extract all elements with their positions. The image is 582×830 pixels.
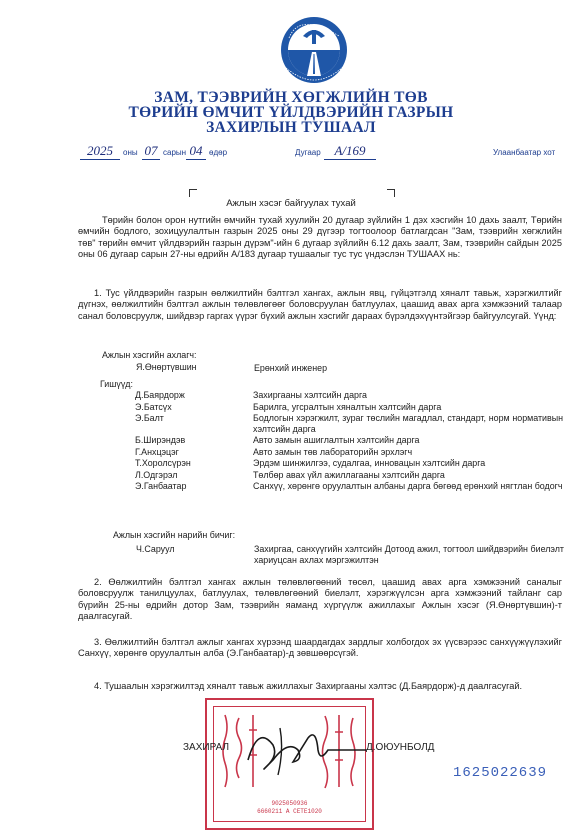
member-role: Барилга, угсралтын хяналтын хэлтсийн дарга [253,401,442,412]
secretary-role: Захиргаа, санхүүгийн хэлтсийн Дотоод ажил, тогтоол шийдвэрийн биелэлт хариуцсан ахлах мэргэжилтэн [254,544,564,565]
member-role: Авто замын ашиглалтын хэлтсийн дарга [253,435,420,445]
leader-name: Я.Өнөртүвшин [136,362,197,372]
order-type-heading: ЗАХИРЛЫН ТУШААЛ [206,119,376,136]
member-role: Санхүү, хөрөнгө оруулалтын албаны дарга бөгөөд ерөнхий нягтлан бодогч [253,481,563,491]
list-item [135,402,565,413]
month-label: сарын [163,148,187,157]
day-label: өдөр [209,148,228,157]
list-item [135,390,565,401]
order-month: 07 [142,143,160,160]
list-item [135,481,565,492]
order-number: А/169 [324,143,376,160]
member-name: Т.Хоролсүрэн [135,458,191,468]
member-name: Э.Балт [135,413,164,423]
member-role: Төлбөр авах үйл ажиллагааны хэлтсийн дарга [253,469,445,480]
order-day: 04 [186,143,206,160]
signatory-title: ЗАХИРАЛ [183,742,230,753]
list-item [135,447,565,458]
clause-4: 4. Тушаалын хэрэгжилтэд хяналт тавьж ажиллахыг Захиргааны хэлтэс (Д.Баярдорж)-д даалгасугай. [94,681,523,691]
intro-paragraph: Төрийн болон орон нутгийн өмчийн тухай хуулийн 20 дугаар зүйлийн 1 дэх хэсгийн 10 дахь заалт, Төрийн өмчийн бодлого, зохицуулалтын газрын 2025 оны 29 дүгээр тогтоолоор батлагдсан "Зам, тээврийн хөгжлийн төв" төрийн өмчит үйлдвэрийн газрын дүрэм"-ийн 6 дугаар зүйлийн 6.12 дахь заалт, Зам, тээврийн сайдын 2025 оны 06 дугаар сарын 27-ны өдрийн А/183 дугаар тушаалыг тус тус үндэслэн ТУШААХ нь: [78,215,562,260]
member-name: Л.Одгэрэл [135,469,178,480]
member-role: Эрдэм шинжилгээ, судалгаа, инновацын хэлтсийн дарга [253,458,486,468]
leader-role: Ерөнхий инженер [254,363,328,373]
member-role: Бодлогын хэрэгжилт, зураг төслийн магадлал, стандарт, норм нормативын хэлтсийн дарга [253,413,563,434]
member-name: Г.Анхцэцэг [135,446,179,457]
member-name: Э.Ганбаатар [135,481,187,491]
members-label: Гишүүд: [100,379,133,389]
members-list [135,390,565,492]
secretary-name: Ч.Саруул [136,544,175,554]
member-role: Захиргааны хэлтсийн дарга [253,390,367,400]
clause-2: 2. Өөлжилтийн бэлтгэл хангах ажлын төлөвлөгөөний төсөл, цаашид авах арга хэмжээний саналыг боловсруулж танилцуулах, батлуулах, төлөвлөгөөний биелэлт, хэрэгжүүлсэн арга хэмжээний тайланг сар бүрийн 25-ны өдрийн дотор Зам, тээврийн яаманд хүргүүлж ажиллахыг Ажлын хэсэг (Я.Өнөртүвшин)-т даалгасугай. [78,577,562,622]
leader-label: Ажлын хэсгийн ахлагч: [102,350,197,360]
registration-number: 1625022639 [453,765,548,781]
stamp-code-2: 6660211 А СЕТЕ1020 [257,808,322,815]
org-name-line1: ЗАМ, ТЭЭВРИЙН ХӨГЖЛИЙН ТӨВ [154,89,428,106]
handwritten-signature [228,720,368,780]
member-role: Авто замын төв лабораторийн эрхлэгч [253,446,413,457]
city: Улаанбаатар хот [493,148,556,157]
clause-1: 1. Тус үйлдвэрийн газрын өөлжилтийн бэлтгэл хангах, ажлын явц, гүйцэтгэлд хяналт тавьж, хэрэгжилтийг дүгнэх, өөлжилтийн бэлтгэл ажлын төлөвлөгөөг боловсруулан батлуулах, цаашид авах арга хэмжээний талаар санал боловсруулж, шийдвэр гаргах үүрэг бүхий ажлын хэсгийг дараах бүрэлдэхүүнтэйгээр байгуулсугай. Үүнд: [78,288,562,321]
title-bracket-left [189,189,197,197]
order-title: Ажлын хэсэг байгуулах тухай [226,198,356,209]
date-number-line [80,143,560,163]
list-item [135,458,565,469]
list-item [135,413,565,434]
org-name-line2: ТӨРИЙН ӨМЧИТ ҮЙЛДВЭРИЙН ГАЗРЫН [128,104,454,121]
signatory-name: Д.ОЮУНБОЛД [366,742,435,753]
list-item [135,435,565,446]
stamp-code-1: 9025050936 [271,800,308,807]
member-name: Э.Батсүх [135,401,172,412]
member-name: Д.Баярдорж [135,390,185,400]
list-item [135,470,565,481]
year-label: оны [123,148,138,157]
secretary-label: Ажлын хэсгийн нарийн бичиг: [113,530,236,540]
order-year: 2025 [80,143,120,160]
member-name: Б.Ширэндэв [135,435,186,445]
clause-3: 3. Өөлжилтийн бэлтгэл ажлыг хангах хүрээнд шаардагдах зардлыг холбогдох эх үүсвэрээс санхүүжүүлэхийг Санхүү, хөрөнгө оруулалтын алба (Э.Ганбаатар)-д зөвшөөрсүгэй. [78,637,562,659]
order-number-label: Дугаар [295,148,321,157]
title-bracket-right [387,189,395,197]
organization-logo [279,14,349,88]
